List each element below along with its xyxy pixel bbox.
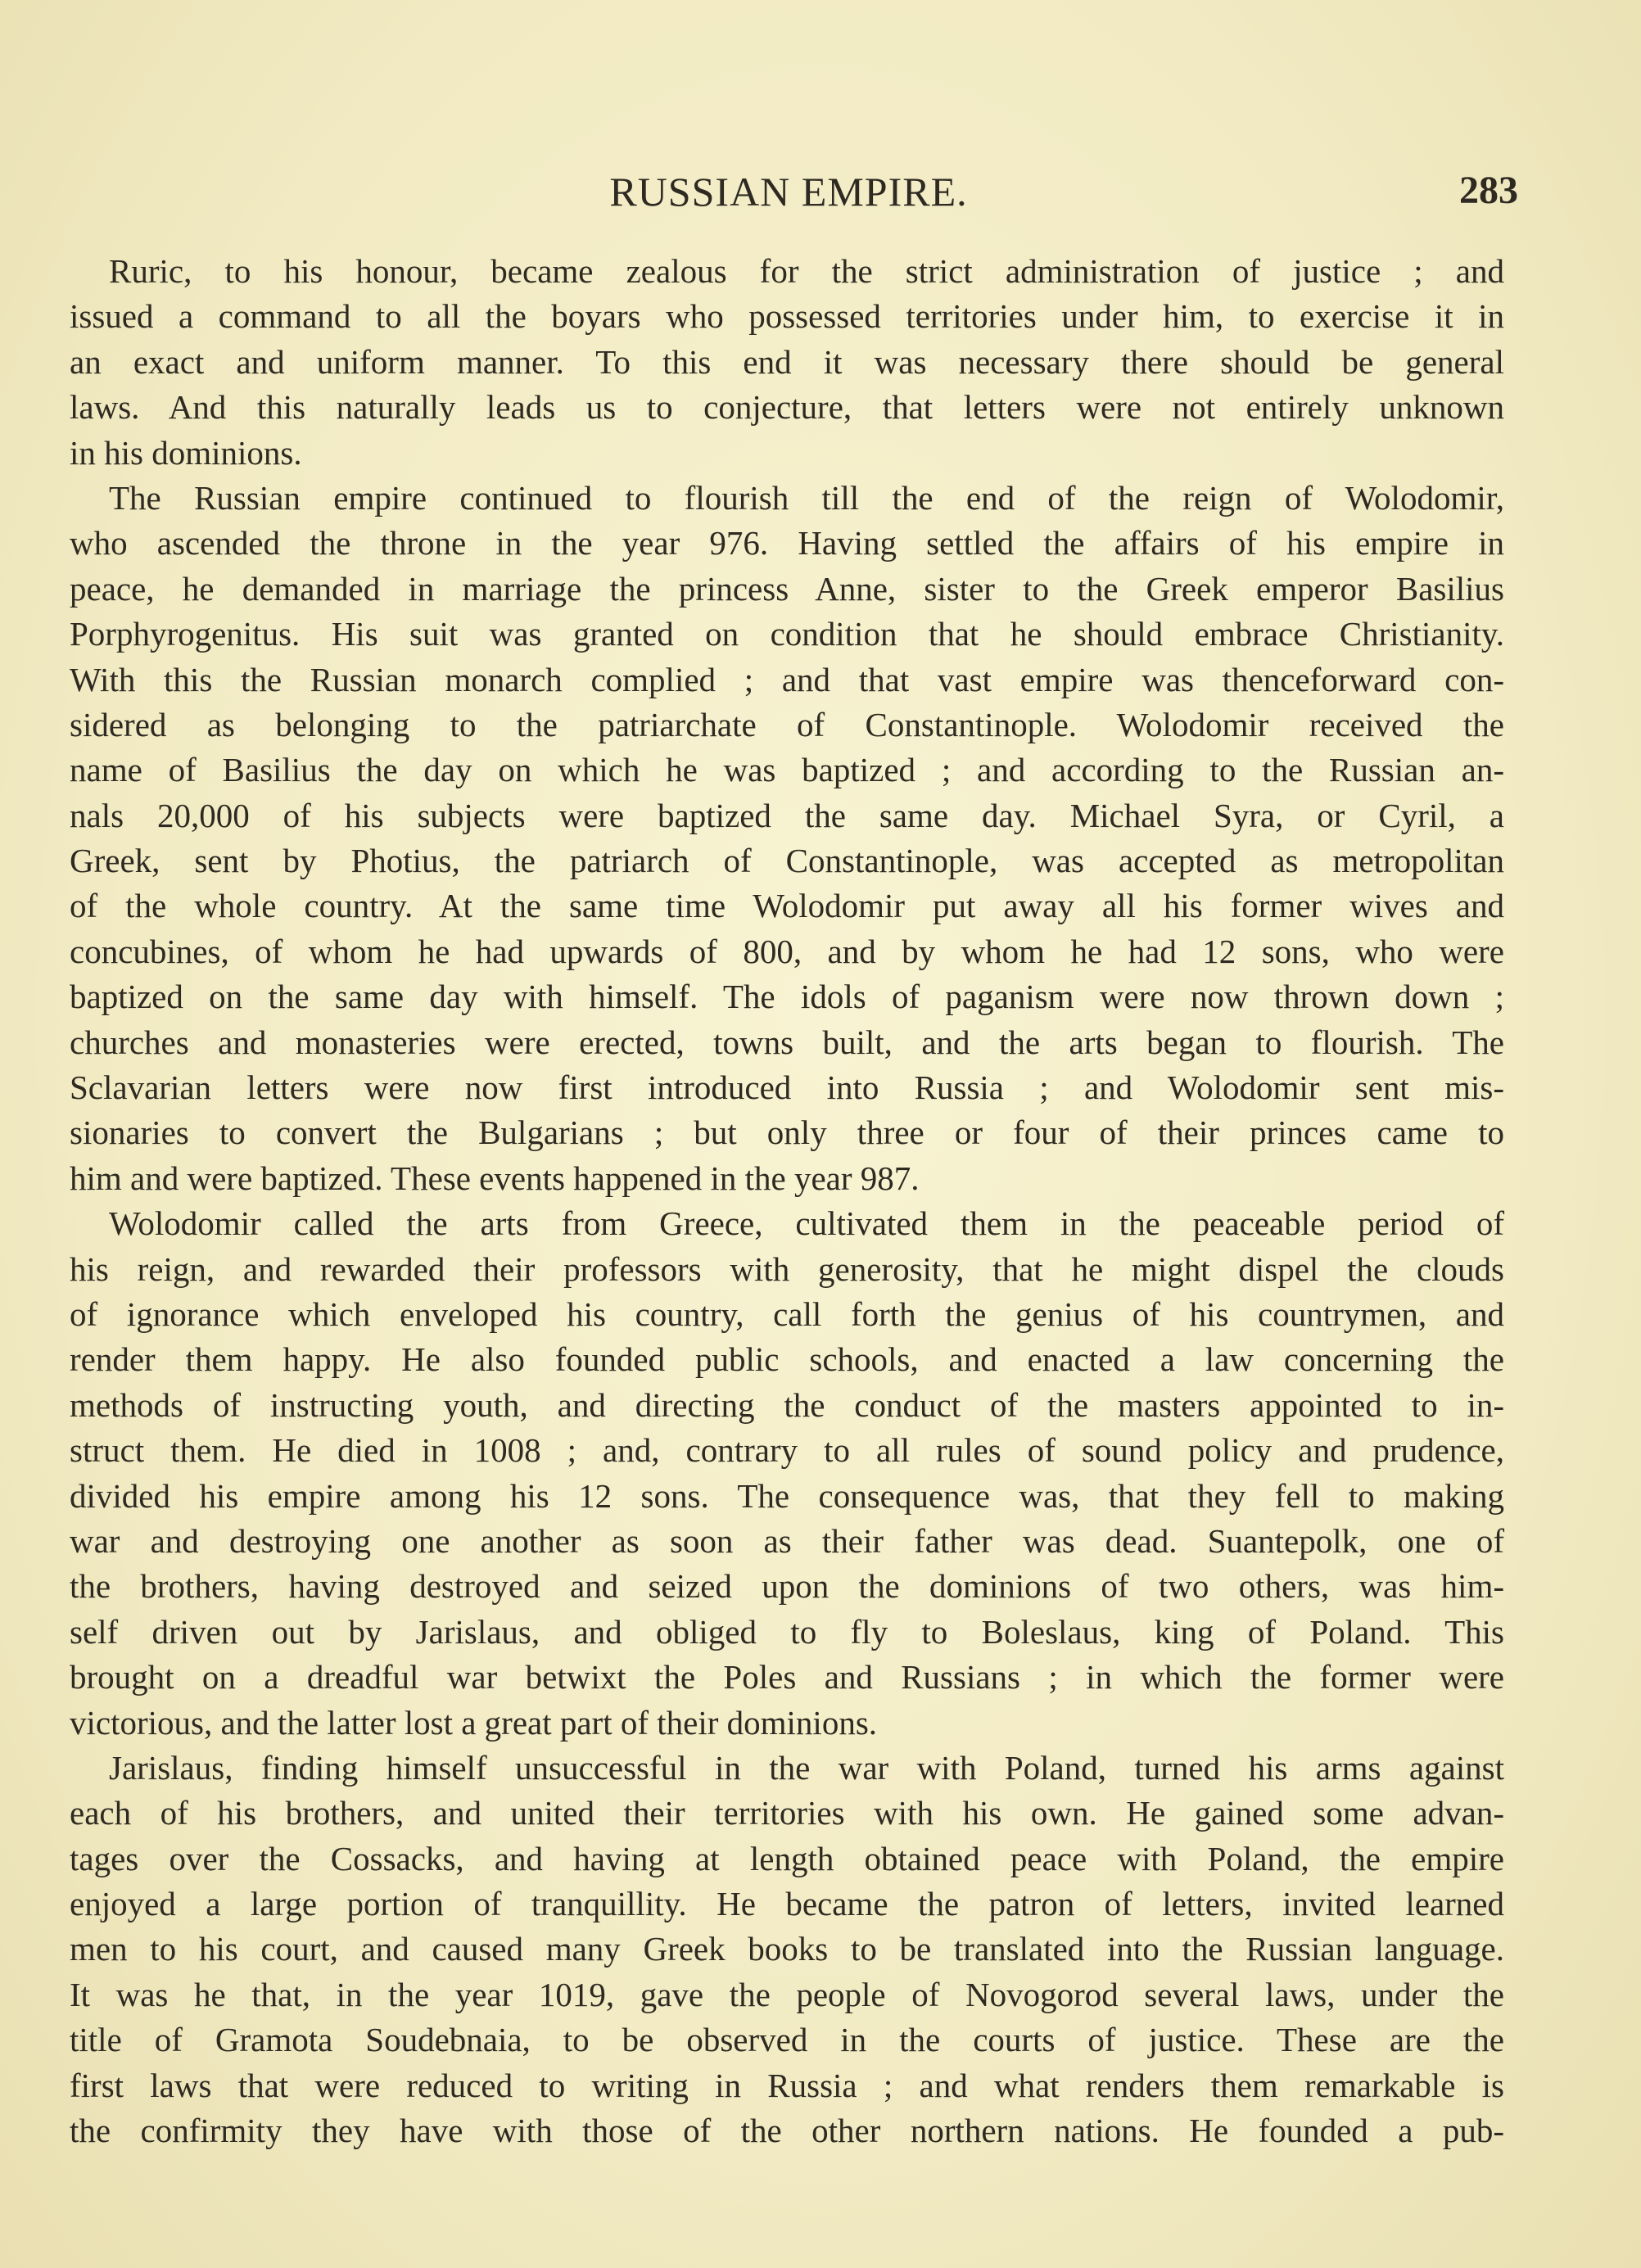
text-line: Wolodomir called the arts from Greece, cultivated them in the peaceable period of bbox=[109, 1204, 1504, 1243]
text-line: The Russian empire continued to flourish till the end of the reign of Wolodomir, bbox=[109, 478, 1504, 517]
text-line: an exact and uniform manner. To this end it was necessary there should be general bbox=[70, 342, 1504, 381]
page-title: RUSSIAN EMPIRE. bbox=[609, 169, 968, 215]
body-text bbox=[70, 249, 1504, 2153]
text-line: the brothers, having destroyed and seized upon the dominions of two others, was him- bbox=[70, 1567, 1504, 1606]
text-line: Sclavarian letters were now first introduced into Russia ; and Wolodomir sent mis- bbox=[70, 1068, 1504, 1107]
text-line: first laws that were reduced to writing in Russia ; and what renders them remarkable is bbox=[70, 2066, 1504, 2104]
text-line: brought on a dreadful war betwixt the Poles and Russians ; in which the former were bbox=[70, 1658, 1504, 1696]
text-line: him and were baptized. These events happened in the year 987. bbox=[70, 1159, 920, 1197]
text-line: render them happy. He also founded public schools, and enacted a law concerning the bbox=[70, 1340, 1504, 1379]
text-line: Greek, sent by Photius, the patriarch of Constantinople, was accepted as metropolitan bbox=[70, 842, 1504, 880]
text-line: in his dominions. bbox=[70, 433, 302, 472]
text-line: Porphyrogenitus. His suit was granted on condition that he should embrace Christianity. bbox=[70, 615, 1504, 653]
running-header bbox=[0, 168, 1641, 217]
text-line: sidered as belonging to the patriarchate of Constantinople. Wolodomir received the bbox=[70, 705, 1504, 743]
text-line: each of his brothers, and united their territories with his own. He gained some advan- bbox=[70, 1794, 1504, 1832]
text-line: of the whole country. At the same time Wolodomir put away all his former wives and bbox=[70, 887, 1504, 925]
text-line: It was he that, in the year 1019, gave the people of Novogorod several laws, under the bbox=[70, 1975, 1504, 2013]
text-line: struct them. He died in 1008 ; and, contrary to all rules of sound policy and prudence, bbox=[70, 1431, 1504, 1470]
text-line: divided his empire among his 12 sons. The consequence was, that they fell to making bbox=[70, 1476, 1504, 1515]
text-line: Jarislaus, finding himself unsuccessful in the war with Poland, turned his arms against bbox=[109, 1748, 1504, 1787]
text-line: Ruric, to his honour, became zealous for the strict administration of justice ; and bbox=[109, 252, 1504, 290]
text-line: of ignorance which enveloped his country, call forth the genius of his countrymen, and bbox=[70, 1294, 1504, 1333]
text-line: victorious, and the latter lost a great part of their dominions. bbox=[70, 1703, 878, 1742]
page-number: 283 bbox=[1459, 169, 1518, 212]
text-line: who ascended the throne in the year 976. Having settled the affairs of his empire in bbox=[70, 524, 1504, 562]
text-line: tages over the Cossacks, and having at length obtained peace with Poland, the empire bbox=[70, 1839, 1504, 1877]
text-line: sionaries to convert the Bulgarians ; but only three or four of their princes came to bbox=[70, 1114, 1504, 1152]
text-line: men to his court, and caused many Greek books to be translated into the Russian language. bbox=[70, 1930, 1504, 1968]
paragraph bbox=[70, 1201, 1504, 1746]
text-line: the confirmity they have with those of the other northern nations. He founded a pub- bbox=[70, 2112, 1504, 2150]
text-line: churches and monasteries were erected, towns built, and the arts began to flourish. The bbox=[70, 1023, 1504, 1061]
text-line: baptized on the same day with himself. The idols of paganism were now thrown down ; bbox=[70, 978, 1504, 1016]
paragraph bbox=[70, 249, 1504, 476]
text-line: laws. And this naturally leads us to conjecture, that letters were not entirely unknown bbox=[70, 388, 1504, 427]
paragraph bbox=[70, 476, 1504, 1201]
text-line: nals 20,000 of his subjects were baptized the same day. Michael Syra, or Cyril, a bbox=[70, 796, 1504, 834]
text-line: war and destroying one another as soon as their father was dead. Suantepolk, one of bbox=[70, 1521, 1504, 1560]
text-line: peace, he demanded in marriage the princess Anne, sister to the Greek emperor Basilius bbox=[70, 569, 1504, 608]
text-line: his reign, and rewarded their professors with generosity, that he might dispel the clouds bbox=[70, 1249, 1504, 1288]
text-line: issued a command to all the boyars who possessed territories under him, to exercise it in bbox=[70, 297, 1504, 336]
text-line: self driven out by Jarislaus, and obliged to fly to Boleslaus, king of Poland. This bbox=[70, 1612, 1504, 1651]
text-line: methods of instructing youth, and directing the conduct of the masters appointed to in- bbox=[70, 1385, 1504, 1424]
text-line: With this the Russian monarch complied ; and that vast empire was thenceforward con- bbox=[70, 660, 1504, 698]
text-line: enjoyed a large portion of tranquillity. He became the patron of letters, invited learned bbox=[70, 1885, 1504, 1923]
text-line: concubines, of whom he had upwards of 800, and by whom he had 12 sons, who were bbox=[70, 932, 1504, 970]
text-line: name of Basilius the day on which he was baptized ; and according to the Russian an- bbox=[70, 751, 1504, 789]
paragraph bbox=[70, 1746, 1504, 2154]
text-line: title of Gramota Soudebnaia, to be observed in the courts of justice. These are the bbox=[70, 2021, 1504, 2059]
